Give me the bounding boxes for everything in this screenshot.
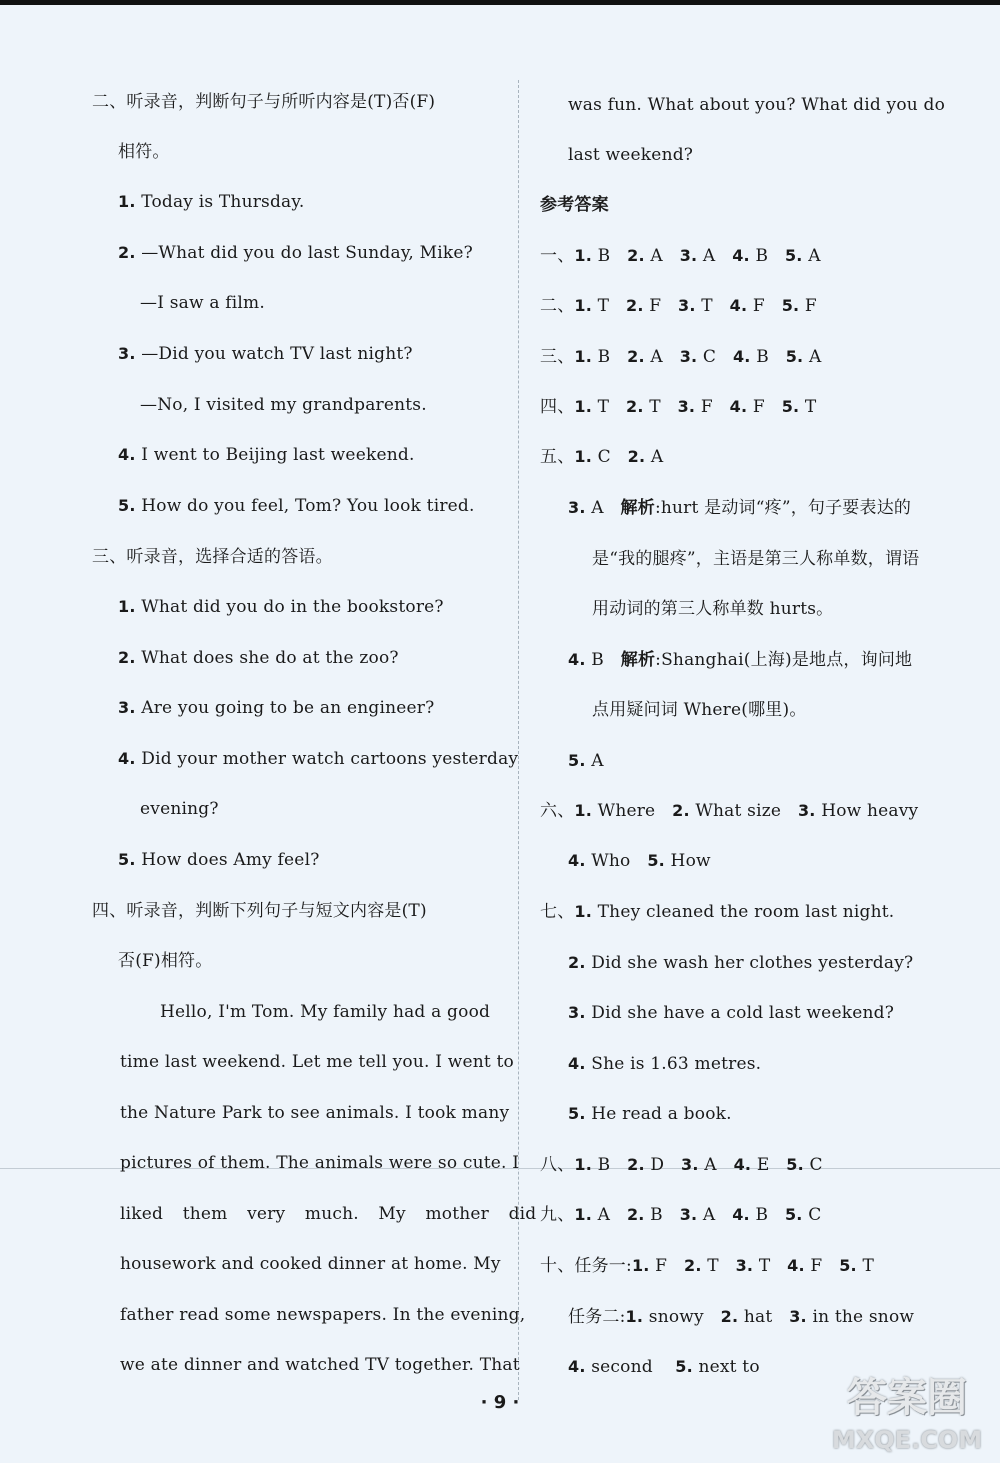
list-item: 5. He read a book.: [568, 1104, 732, 1124]
top-border: [0, 0, 1000, 5]
answer-row-3: 三、1. B 2. A 3. C 4. B 5. A: [540, 347, 822, 367]
passage-line: Hello, I'm Tom. My family had a good: [160, 1002, 491, 1022]
answer-row-9: 九、1. A 2. B 3. A 4. B 5. C: [540, 1205, 822, 1225]
list-item: 1. What did you do in the bookstore?: [118, 597, 444, 617]
section-4-title: 四、听录音，判断下列句子与短文内容是(T): [92, 901, 427, 921]
list-item: 5. How does Amy feel?: [118, 850, 320, 870]
list-item: —I saw a film.: [140, 293, 265, 313]
answer-row-2: 二、1. T 2. F 3. T 4. F 5. F: [540, 296, 817, 316]
answer-5-q5: 5. A: [568, 751, 604, 771]
section-2-title-cont: 相符。: [118, 142, 170, 162]
passage-line: father read some newspapers. In the evening,: [120, 1305, 526, 1325]
list-item: 4. Did your mother watch cartoons yesterday: [118, 749, 519, 769]
answers-title: 参考答案: [540, 195, 609, 215]
answer-row-10-task2-cont: 4. second 5. next to: [568, 1357, 760, 1377]
list-item: —No, I visited my grandparents.: [140, 395, 427, 415]
list-item: 2. What does she do at the zoo?: [118, 648, 399, 668]
list-item: 3. Did she have a cold last weekend?: [568, 1003, 895, 1023]
watermark-logo: [822, 1374, 992, 1458]
answer-row-5: 五、1. C 2. A: [540, 447, 664, 467]
passage-line: we ate dinner and watched TV together. That: [120, 1355, 520, 1375]
answer-row-10: 十、任务一:1. F 2. T 3. T 4. F 5. T: [540, 1256, 874, 1276]
answer-row-6: 六、1. Where 2. What size 3. How heavy: [540, 801, 919, 821]
section-2-title-text: 二、听录音，判断句子与所听内容是(T)否(F): [92, 92, 436, 112]
answer-5-q4: 4. B 解析:Shanghai(上海)是地点，询问地: [568, 650, 913, 670]
list-item: 4. I went to Beijing last weekend.: [118, 445, 415, 465]
list-item: 5. How do you feel, Tom? You look tired.: [118, 496, 475, 516]
passage-line: liked them very much. My mother did: [120, 1204, 537, 1224]
list-item: 1. Today is Thursday.: [118, 192, 305, 212]
passage-line: was fun. What about you? What did you do: [568, 95, 946, 115]
answer-5-q3: 3. A 解析:hurt 是动词“疼”，句子要表达的: [568, 498, 912, 518]
list-item: 3. Are you going to be an engineer?: [118, 698, 435, 718]
watermark-text: 答案圈: [847, 1375, 967, 1421]
list-item: 3. —Did you watch TV last night?: [118, 344, 413, 364]
passage-line: time last weekend. Let me tell you. I went to: [120, 1052, 514, 1072]
answer-row-4: 四、1. T 2. T 3. F 4. F 5. T: [540, 397, 817, 417]
passage-line: pictures of them. The animals were so cute. I: [120, 1153, 520, 1173]
list-item: evening?: [140, 799, 219, 819]
explanation-line: 是“我的腿疼”，主语是第三人称单数，谓语: [592, 549, 920, 569]
passage-line: the Nature Park to see animals. I took many: [120, 1103, 510, 1123]
list-item: 4. She is 1.63 metres.: [568, 1054, 762, 1074]
section-3-title: 三、听录音，选择合适的答语。: [92, 547, 333, 567]
answer-row-1: 一、1. B 2. A 3. A 4. B 5. A: [540, 246, 821, 266]
watermark-url: MXQE.COM: [831, 1426, 983, 1454]
answer-row-7: 七、1. They cleaned the room last night.: [540, 902, 895, 922]
passage-line: housework and cooked dinner at home. My: [120, 1254, 501, 1274]
list-item: 2. —What did you do last Sunday, Mike?: [118, 243, 473, 263]
column-divider: [518, 80, 519, 1400]
explanation-line: 点用疑问词 Where(哪里)。: [592, 700, 807, 720]
passage-line: last weekend?: [568, 145, 694, 165]
answer-row-8: 八、1. B 2. D 3. A 4. E 5. C: [540, 1155, 823, 1175]
answer-row-10-task2: 任务二:1. snowy 2. hat 3. in the snow: [568, 1307, 915, 1327]
answer-row-6-cont: 4. Who 5. How: [568, 851, 711, 871]
page-number: · 9 ·: [480, 1392, 520, 1413]
section-2-title: [92, 90, 504, 114]
list-item: 2. Did she wash her clothes yesterday?: [568, 953, 914, 973]
explanation-line: 用动词的第三人称单数 hurts。: [592, 599, 834, 619]
section-4-title-cont: 否(F)相符。: [118, 951, 213, 971]
